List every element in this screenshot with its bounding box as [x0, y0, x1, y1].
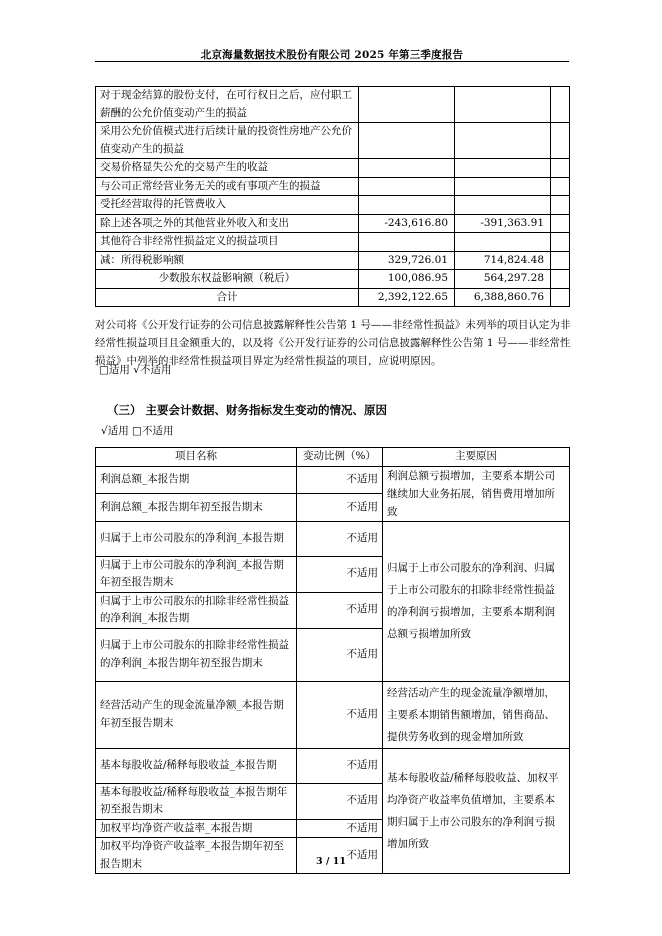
change-ratio: 不适用	[297, 521, 383, 556]
cell-note	[551, 177, 570, 196]
item-name: 基本每股收益/稀释每股收益_本报告期年初至报告期末	[96, 783, 297, 819]
row-label: 与公司正常经营业务无关的或有事项产生的损益	[96, 177, 359, 196]
cell-year-to-date: 714,824.48	[455, 251, 551, 270]
table-row	[96, 270, 570, 289]
cell-year-to-date	[455, 123, 551, 159]
reason-cell: 经营活动产生的现金流量净额增加，主要系本期销售额增加，销售商品、提供劳务收到的现金增加所致	[383, 681, 570, 748]
cell-note	[551, 288, 570, 307]
reason-cell: 利润总额亏损增加，主要系本期公司继续加大业务拓展，销售费用增加所致	[383, 466, 570, 521]
row-label: 受托经营取得的托管费收入	[96, 196, 359, 215]
change-ratio: 不适用	[297, 748, 383, 783]
item-name: 加权平均净资产收益率_本报告期	[96, 819, 297, 838]
change-ratio: 不适用	[297, 838, 383, 874]
item-name: 归属于上市公司股东的净利润_本报告期年初至报告期末	[96, 556, 297, 592]
cell-note	[551, 159, 570, 178]
change-ratio: 不适用	[297, 783, 383, 819]
cell-current-period	[359, 87, 455, 123]
cell-current-period: -243,616.80	[359, 214, 455, 233]
table-row	[96, 521, 570, 556]
cell-current-period: 2,392,122.65	[359, 288, 455, 307]
change-ratio: 不适用	[297, 819, 383, 838]
cell-year-to-date	[455, 196, 551, 215]
cell-current-period	[359, 159, 455, 178]
cell-year-to-date	[455, 159, 551, 178]
note-applicability-options: □适用 √不适用	[99, 364, 172, 376]
cell-year-to-date: -391,363.91	[455, 214, 551, 233]
cell-current-period	[359, 233, 455, 252]
cell-current-period	[359, 177, 455, 196]
item-name: 归属于上市公司股东的扣除非经常性损益的净利润_本报告期年初至报告期末	[96, 628, 297, 681]
item-name: 加权平均净资产收益率_本报告期年初至报告期末	[96, 838, 297, 874]
column-header-item: 项目名称	[96, 448, 297, 467]
table-row	[96, 159, 570, 178]
change-ratio: 不适用	[297, 466, 383, 494]
section-applicability-options: √适用 □不适用	[101, 425, 174, 437]
cell-current-period	[359, 196, 455, 215]
cell-note	[551, 233, 570, 252]
table-row	[96, 177, 570, 196]
cell-note	[551, 270, 570, 289]
cell-current-period: 100,086.95	[359, 270, 455, 289]
cell-year-to-date: 564,297.28	[455, 270, 551, 289]
table-row-total	[96, 288, 570, 307]
page-header-title: 北京海量数据技术股份有限公司 2025 年第三季度报告	[200, 49, 464, 61]
item-name: 经营活动产生的现金流量净额_本报告期年初至报告期末	[96, 681, 297, 748]
table-row	[96, 123, 570, 159]
change-ratio: 不适用	[297, 592, 383, 628]
row-label: 减：所得税影响额	[96, 251, 359, 270]
table-row	[96, 681, 570, 748]
change-ratio: 不适用	[297, 681, 383, 748]
table-row	[96, 251, 570, 270]
row-label: 对于现金结算的股份支付，在可行权日之后，应付职工薪酬的公允价值变动产生的损益	[96, 87, 359, 123]
cell-note	[551, 251, 570, 270]
item-name: 归属于上市公司股东的扣除非经常性损益的净利润_本报告期	[96, 592, 297, 628]
reason-cell: 归属于上市公司股东的净利润、归属于上市公司股东的扣除非经常性损益的净利润亏损增加，主要系本期利润总额亏损增加所致	[383, 521, 570, 681]
cell-year-to-date	[455, 177, 551, 196]
cell-year-to-date: 6,388,860.76	[455, 288, 551, 307]
cell-year-to-date	[455, 233, 551, 252]
row-label: 合计	[96, 288, 359, 307]
change-ratio: 不适用	[297, 556, 383, 592]
cell-note	[551, 214, 570, 233]
column-header-reason: 主要原因	[383, 448, 570, 467]
table-row	[96, 233, 570, 252]
section-title: （三） 主要会计数据、财务指标发生变动的情况、原因	[107, 403, 388, 417]
row-label: 除上述各项之外的其他营业外收入和支出	[96, 214, 359, 233]
non-recurring-gains-table	[95, 86, 570, 307]
row-label: 少数股东权益影响额（税后）	[96, 270, 359, 289]
cell-note	[551, 196, 570, 215]
page-number: 3 / 11	[316, 856, 346, 867]
table-row	[96, 214, 570, 233]
table-row	[96, 466, 570, 494]
table-row	[96, 748, 570, 783]
row-label: 采用公允价值模式进行后续计量的投资性房地产公允价值变动产生的损益	[96, 123, 359, 159]
item-name: 利润总额_本报告期	[96, 466, 297, 494]
reason-cell: 基本每股收益/稀释每股收益、加权平均净资产收益率负值增加，主要系本期归属于上市公司股东的净利润亏损增加所致	[383, 748, 570, 874]
row-label: 其他符合非经常性损益定义的损益项目	[96, 233, 359, 252]
change-ratio: 不适用	[297, 494, 383, 522]
column-header-ratio: 变动比例（%）	[297, 448, 383, 467]
row-label: 交易价格显失公允的交易产生的收益	[96, 159, 359, 178]
cell-year-to-date	[455, 87, 551, 123]
item-name: 基本每股收益/稀释每股收益_本报告期	[96, 748, 297, 783]
item-name: 归属于上市公司股东的净利润_本报告期	[96, 521, 297, 556]
item-name: 利润总额_本报告期年初至报告期末	[96, 494, 297, 522]
key-indicators-change-table	[95, 447, 570, 874]
cell-current-period	[359, 123, 455, 159]
cell-note	[551, 123, 570, 159]
note-paragraph: 对公司将《公开发行证券的公司信息披露解释性公告第 1 号——非经常性损益》未列举的项目认定为非经常性损益项目且金额重大的，以及将《公开发行证券的公司信息披露解释性公告第 1 号——非经常性损益》中列举的非经常性损益项目界定为经常性损益的项目，应说明原因。	[95, 319, 571, 367]
cell-note	[551, 87, 570, 123]
change-ratio: 不适用	[297, 628, 383, 681]
header-divider	[95, 61, 569, 62]
cell-current-period: 329,726.01	[359, 251, 455, 270]
table-header-row	[96, 448, 570, 467]
table-row	[96, 87, 570, 123]
table-row	[96, 196, 570, 215]
